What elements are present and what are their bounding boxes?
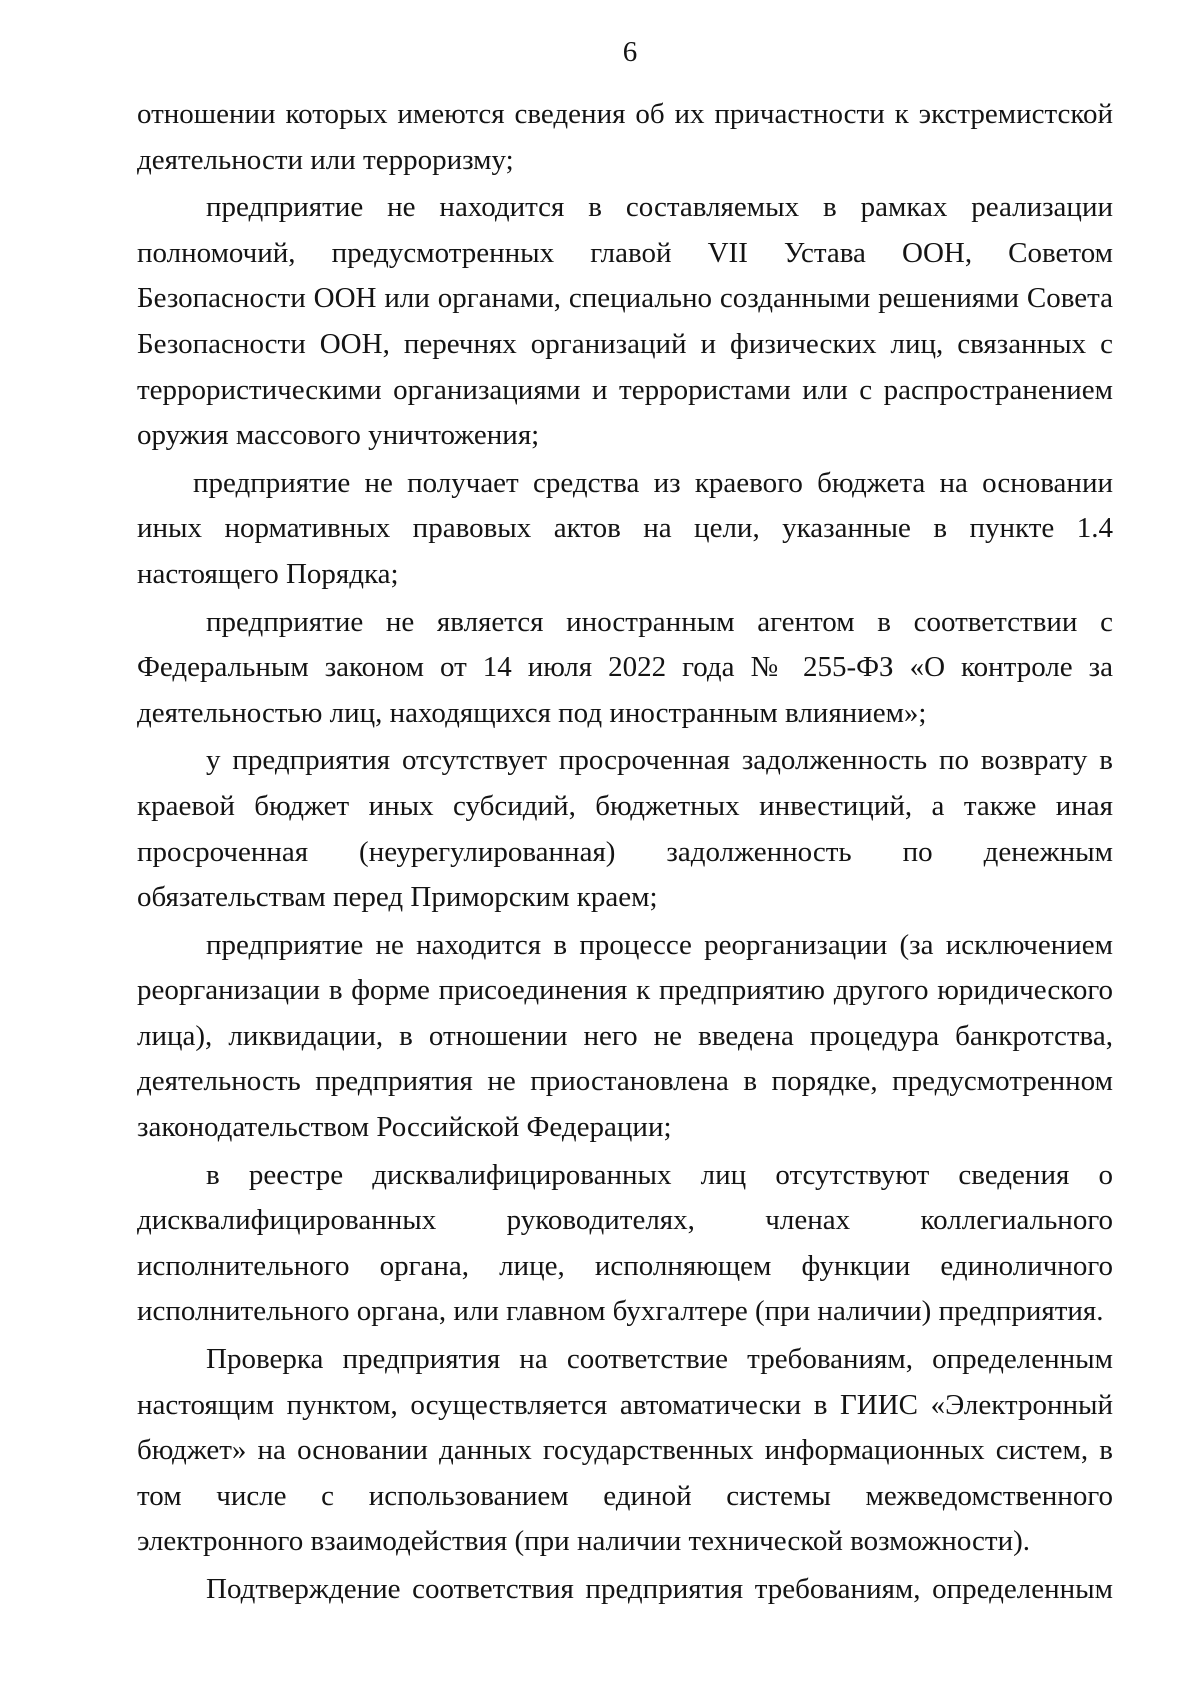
page-number: 6 (622, 36, 638, 68)
document-body (137, 92, 1113, 1613)
paragraph-disqualified-registry: в реестре дисквалифицированных лиц отсутствуют сведения о дисквалифицированных руководителях, членах коллегиального исполнительного органа, лице, исполняющем функции единоличного исполнительного органа, или главном бухгалтере (при наличии) предприятия. (137, 1158, 1113, 1328)
paragraph-foreign-agent: предприятие не является иностранным агентом в соответствии с Федеральным законом от 14 июля 2022 года № 255-ФЗ «О контроле за деятельностью лиц, находящихся под иностранным влиянием»; (137, 605, 1113, 729)
paragraph-un-sanctions: предприятие не находится в составляемых в рамках реализации полномочий, предусмотренных главой VII Устава ООН, Советом Безопасности ООН или органами, специально созданными решениями Совета Безопасности ООН, перечнях организаций и физических лиц, связанных с террористическими организациями и террористами или с распространением оружия массового уничтожения; (137, 191, 1113, 452)
paragraph-reorganization: предприятие не находится в процессе реорганизации (за исключением реорганизации в форме присоединения к предприятию другого юридического лица), ликвидации, в отношении него не введена процедура банкротства, деятельность предприятия не приостановлена в порядке, предусмотренном законодательством Российской Федерации; (137, 928, 1113, 1144)
paragraph-budget-funds: предприятие не получает средства из краевого бюджета на основании иных нормативных правовых актов на цели, указанные в пункте 1.4 настоящего Порядка; (137, 466, 1113, 590)
paragraph-confirmation: Подтверждение соответствия предприятия требованиям, определенным (206, 1573, 1113, 1605)
paragraph-continuation: отношении которых имеются сведения об их причастности к экстремистской деятельности или терроризму; (137, 98, 1113, 176)
paragraph-debt: у предприятия отсутствует просроченная задолженность по возврату в краевой бюджет иных субсидий, бюджетных инвестиций, а также иная просроченная (неурегулированная) задолженность по денежным обязательствам перед Приморским краем; (137, 744, 1113, 914)
paragraph-verification: Проверка предприятия на соответствие требованиям, определенным настоящим пунктом, осуществляется автоматически в ГИИС «Электронный бюджет» на основании данных государственных информационных систем, в том числе с использованием единой системы межведомственного электронного взаимодействия (при наличии технической возможности). (137, 1343, 1113, 1558)
